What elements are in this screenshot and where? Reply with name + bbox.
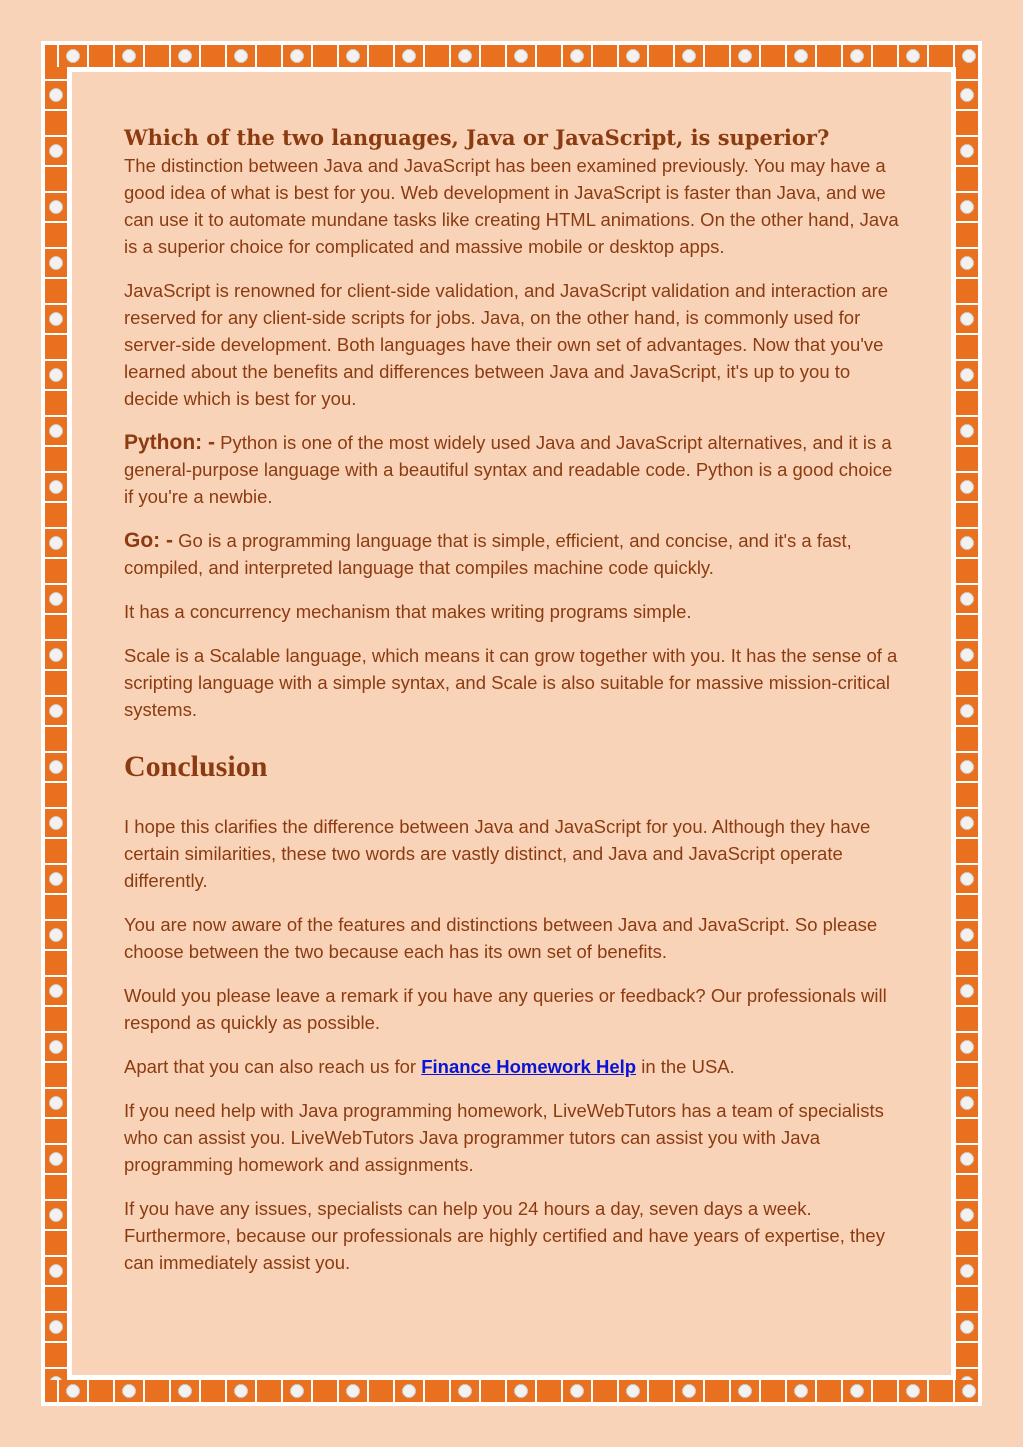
- paragraph-help: If you need help with Java programming homework, LiveWebTutors has a team of specialists who can assist you. LiveWebTutors Java programmer tutors can assist you with Java programming homework and assignments.: [124, 1100, 884, 1175]
- paragraph-clarifies: I hope this clarifies the difference between Java and JavaScript for you. Although they have certain similarities, these two words are vastly distinct, and Java and JavaScript operate differently.: [124, 816, 871, 891]
- go-label: Go: -: [124, 529, 173, 552]
- paragraph-issues: If you have any issues, specialists can help you 24 hours a day, seven days a week. Furthermore, because our professionals are highly certified and have years of expertise, they can immediately assist you.: [124, 1198, 885, 1273]
- paragraph-go: [124, 527, 904, 581]
- reach-us-after: in the USA.: [636, 1056, 735, 1077]
- section-heading: Which of the two languages, Java or JavaScript, is superior?: [124, 125, 830, 150]
- decorative-border-right: [956, 67, 978, 1380]
- reach-us-before: Apart that you can also reach us for: [124, 1056, 422, 1077]
- paragraph-scale: Scale is a Scalable language, which means it can grow together with you. It has the sense of a scripting language with a simple syntax, and Scale is also suitable for massive mission-critical systems.: [124, 645, 898, 720]
- paragraph-remark: Would you please leave a remark if you have any queries or feedback? Our professionals will respond as quickly as possible.: [124, 985, 887, 1033]
- paragraph-concurrency: It has a concurrency mechanism that makes writing programs simple.: [124, 601, 692, 622]
- paragraph-distinction: The distinction between Java and JavaScript has been examined previously. You may have a good idea of what is best for you. Web development in JavaScript is faster than Java, and we can use it to automate mundane tasks like creating HTML animations. On the other hand, Java is a superior choice for complicated and massive mobile or desktop apps.: [124, 155, 899, 257]
- go-text: Go is a programming language that is simple, efficient, and concise, and it's a fast, compiled, and interpreted language that compiles machine code quickly.: [124, 530, 852, 578]
- conclusion-heading: Conclusion: [124, 750, 268, 783]
- finance-homework-help-link[interactable]: Finance Homework Help: [421, 1056, 637, 1077]
- paragraph-reach-us: [124, 1053, 904, 1080]
- paragraph-python: [124, 429, 904, 510]
- paragraph-validation: JavaScript is renowned for client-side validation, and JavaScript validation and interaction are reserved for any client-side scripts for jobs. Java, on the other hand, is commonly used for server-side development. Both languages have their own set of advantages. Now that you've learned about the benefits and differences between Java and JavaScript, it's up to you to decide which is best for you.: [124, 280, 889, 409]
- decorative-border-top: [45, 45, 978, 67]
- paragraph-aware: You are now aware of the features and distinctions between Java and JavaScript. So please choose between the two because each has its own set of benefits.: [124, 914, 878, 962]
- python-text: Python is one of the most widely used Java and JavaScript alternatives, and it is a general-purpose language with a beautiful syntax and readable code. Python is a good choice if you're a newbie.: [124, 432, 893, 507]
- document-body: [124, 124, 904, 1293]
- python-label: Python: -: [124, 431, 215, 454]
- decorative-border-bottom: [45, 1380, 978, 1402]
- decorative-border-left: [45, 67, 67, 1380]
